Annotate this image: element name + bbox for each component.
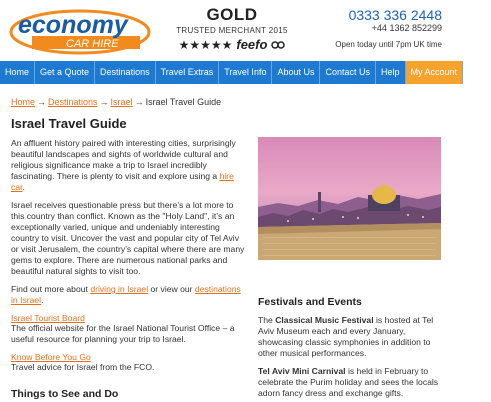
mini-carnival-paragraph: Tel Aviv Mini Carnival is held in February to celebrate the Purim holiday and sees the locals adorn fancy dress and exchange gifts. — [258, 366, 439, 398]
nav-blog[interactable]: Blog — [468, 67, 487, 77]
israel-tourist-board-link[interactable]: Israel Tourist Board — [11, 313, 85, 323]
breadcrumb-home[interactable]: Home — [11, 97, 36, 107]
phone-number[interactable]: 0333 336 2448 — [348, 7, 442, 23]
svg-text:CAR HIRE: CAR HIRE — [66, 38, 119, 50]
intro-paragraph: An affluent history paired with interesting cities, surprisingly beautiful landscapes and sights of worldwide cultural and religious significance make a trip to Israel incredibly fascinating. There is plenty to visit and explore using a hire car. — [11, 138, 236, 192]
things-to-see-heading: Things to See and Do — [11, 388, 119, 400]
find-out-more-paragraph: Find out more about driving in Israel or view our destinations in Israel. — [11, 284, 241, 305]
feefo-logo: feefo — [236, 37, 268, 52]
main-nav — [0, 61, 487, 84]
gold-title: GOLD — [206, 5, 258, 24]
description-paragraph: Israel receives questionable press but there’s a lot more to this country than conflict. Known as the "Holy Land", it’s an exceptionally varied, unique and undeniably interesting country to visit. Uncover the vast and popular city of Tel Aviv or visit Jerusalem, the country’s capital where there are many gems to explore. There are numerous national parks and beautiful natural sights to visit too. — [11, 200, 245, 276]
nav-destinations[interactable]: Destinations — [95, 61, 156, 84]
svg-text:economy: economy — [18, 11, 128, 39]
trusted-merchant-badge[interactable] — [172, 5, 292, 52]
tourist-board-description: The official website for the Israel National Tourist Office – a useful resource for planning your trip to Israel. — [11, 323, 235, 344]
phone-number-intl[interactable]: +44 1362 852299 — [371, 23, 442, 33]
nav-get-a-quote[interactable]: Get a Quote — [35, 61, 95, 84]
breadcrumb-israel[interactable]: Israel — [110, 97, 133, 107]
breadcrumb-destinations[interactable]: Destinations — [48, 97, 98, 107]
main-content — [11, 97, 246, 400]
festivals-section — [258, 296, 441, 399]
nav-travel-extras[interactable]: Travel Extras — [156, 61, 220, 84]
hire-car-link[interactable]: hire car — [11, 171, 234, 192]
know-before-you-go-link[interactable]: Know Before You Go — [11, 352, 91, 362]
breadcrumb-arrow-icon: → — [134, 97, 144, 107]
breadcrumb-current: Israel Travel Guide — [145, 97, 222, 107]
jerusalem-photo — [258, 137, 441, 260]
know-before-you-go-description: Travel advice for Israel from the FCO. — [11, 362, 155, 372]
nav-help[interactable]: Help — [376, 61, 406, 84]
nav-home[interactable]: Home — [0, 61, 35, 84]
festivals-heading: Festivals and Events — [258, 296, 362, 308]
destinations-in-israel-link[interactable]: destinations in Israel — [11, 284, 241, 305]
breadcrumb-arrow-icon: → — [99, 97, 109, 107]
driving-in-israel-link[interactable]: driving in Israel — [90, 284, 149, 294]
opening-hours: Open today until 7pm UK time — [335, 40, 442, 49]
gold-subtitle: TRUSTED MERCHANT 2015 — [176, 26, 288, 35]
nav-travel-info[interactable]: Travel Info — [219, 61, 272, 84]
page-title: Israel Travel Guide — [11, 116, 127, 131]
nav-contact-us[interactable]: Contact Us — [320, 61, 376, 84]
nav-about-us[interactable]: About Us — [272, 61, 320, 84]
breadcrumb-arrow-icon: → — [37, 97, 47, 107]
feefo-eyes-icon — [271, 41, 285, 49]
classical-music-paragraph: The Classical Music Festival is hosted at Tel Aviv Museum each and every January, showcasing classic symphonies in addition to other musical performances. — [258, 315, 434, 358]
breadcrumb — [11, 97, 246, 107]
site-header — [0, 0, 450, 60]
economy-car-hire-logo[interactable] — [10, 6, 150, 54]
rating-stars-icon: ★★★★★ — [178, 37, 233, 52]
nav-my-account[interactable]: My Account — [406, 61, 464, 84]
